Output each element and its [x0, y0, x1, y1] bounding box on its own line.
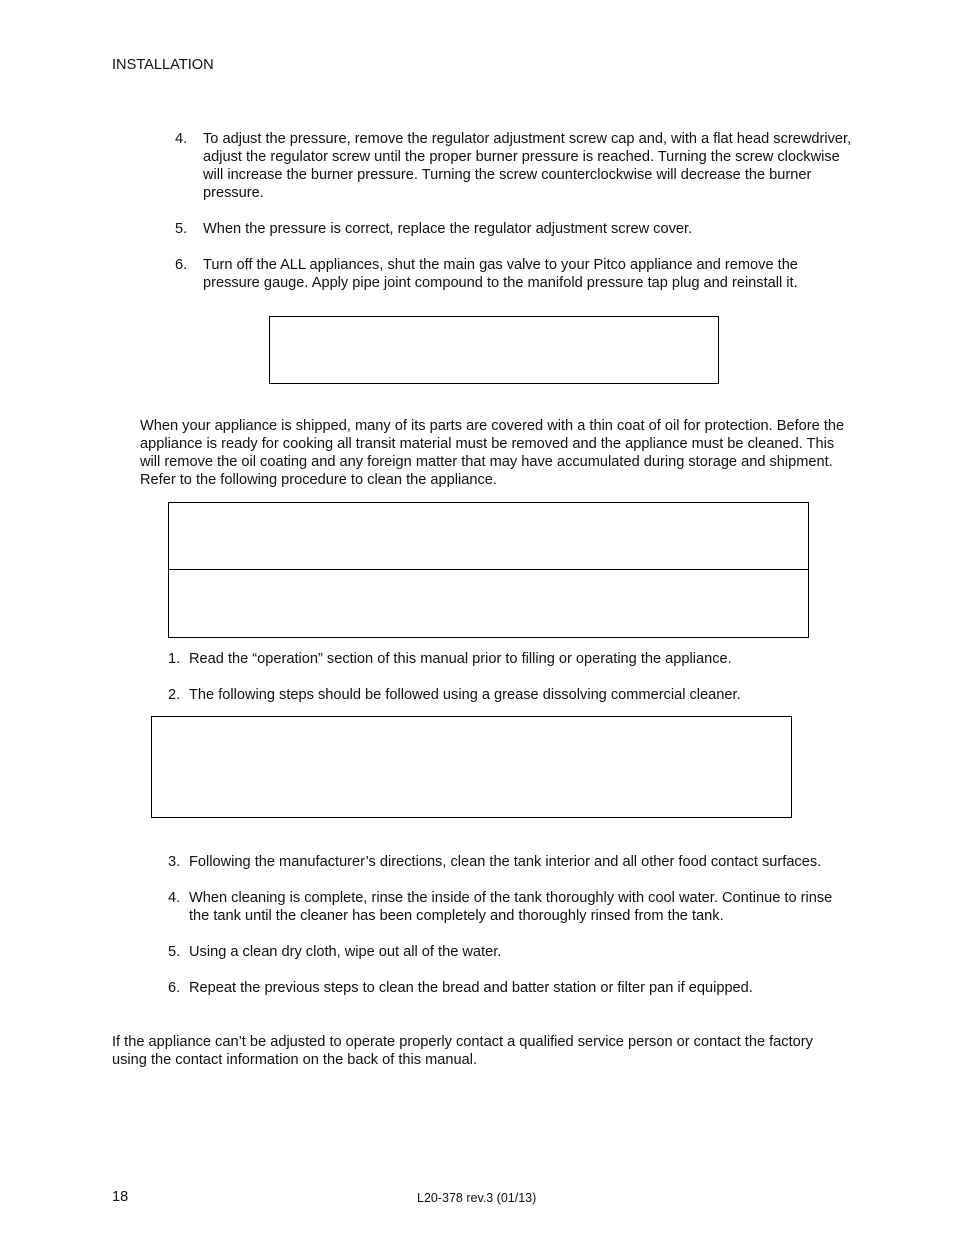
step-text: Read the “operation” section of this manual prior to filling or operating the appliance.	[189, 651, 732, 667]
step-number: 5.	[175, 221, 188, 237]
step-text: The following steps should be followed using a grease dissolving commercial cleaner.	[189, 687, 741, 703]
list-item	[168, 686, 838, 704]
cleaning-intro-paragraph: When your appliance is shipped, many of its parts are covered with a thin coat of oil for protection. Before the appliance is ready for cooking all transit material must be removed and the appliance must be cleaned. This will remove the oil coating and any foreign matter that may have accumulated during storage and shipment. Refer to the following procedure to clean the appliance.	[140, 418, 845, 488]
step-text: Using a clean dry cloth, wipe out all of the water.	[189, 944, 502, 960]
step-number: 1.	[168, 651, 181, 667]
step-number: 5.	[168, 944, 181, 960]
closing-note-paragraph: If the appliance can’t be adjusted to operate properly contact a qualified service person or contact the factory using the contact information on the back of this manual.	[112, 1034, 813, 1068]
list-item	[168, 853, 838, 871]
cleaning-steps-second	[168, 853, 838, 997]
step-number: 3.	[168, 854, 181, 870]
step-number: 2.	[168, 687, 181, 703]
step-text: When cleaning is complete, rinse the inside of the tank thoroughly with cool water. Continue to rinse the tank until the cleaner has been completely and thoroughly rinsed from the tank.	[189, 890, 833, 924]
empty-warning-box	[168, 502, 809, 638]
document-id: L20-378 rev.3 (01/13)	[417, 1191, 537, 1205]
step-number: 6.	[175, 257, 188, 273]
step-text: Turn off the ALL appliances, shut the main gas valve to your Pitco appliance and remove the pressure gauge. Apply pipe joint compound to the manifold pressure tap plug and reinstall it.	[203, 257, 798, 291]
step-text: Following the manufacturer’s directions, clean the tank interior and all other food contact surfaces.	[189, 854, 822, 870]
list-item	[168, 979, 838, 997]
cleaning-steps-first	[168, 650, 838, 704]
empty-caution-box	[151, 716, 792, 818]
step-number: 4.	[168, 890, 181, 906]
section-header: INSTALLATION	[112, 57, 214, 73]
step-text: To adjust the pressure, remove the regulator adjustment screw cap and, with a flat head screwdriver, adjust the regulator screw until the proper burner pressure is reached. Turning the screw clockwise will increase the burner pressure. Turning the screw counterclockwise will decrease the burner pressure.	[203, 131, 852, 201]
pressure-adjustment-steps	[175, 130, 855, 292]
step-text: When the pressure is correct, replace the regulator adjustment screw cover.	[203, 221, 693, 237]
step-number: 4.	[175, 131, 188, 147]
list-item	[168, 889, 838, 925]
list-item	[175, 220, 855, 238]
list-item	[175, 256, 855, 292]
step-text: Repeat the previous steps to clean the bread and batter station or filter pan if equipped.	[189, 980, 753, 996]
step-number: 6.	[168, 980, 181, 996]
list-item	[168, 943, 838, 961]
empty-notice-box	[269, 316, 719, 384]
list-item	[175, 130, 855, 202]
page-number: 18	[112, 1189, 129, 1205]
box-divider	[169, 569, 808, 570]
list-item	[168, 650, 838, 668]
